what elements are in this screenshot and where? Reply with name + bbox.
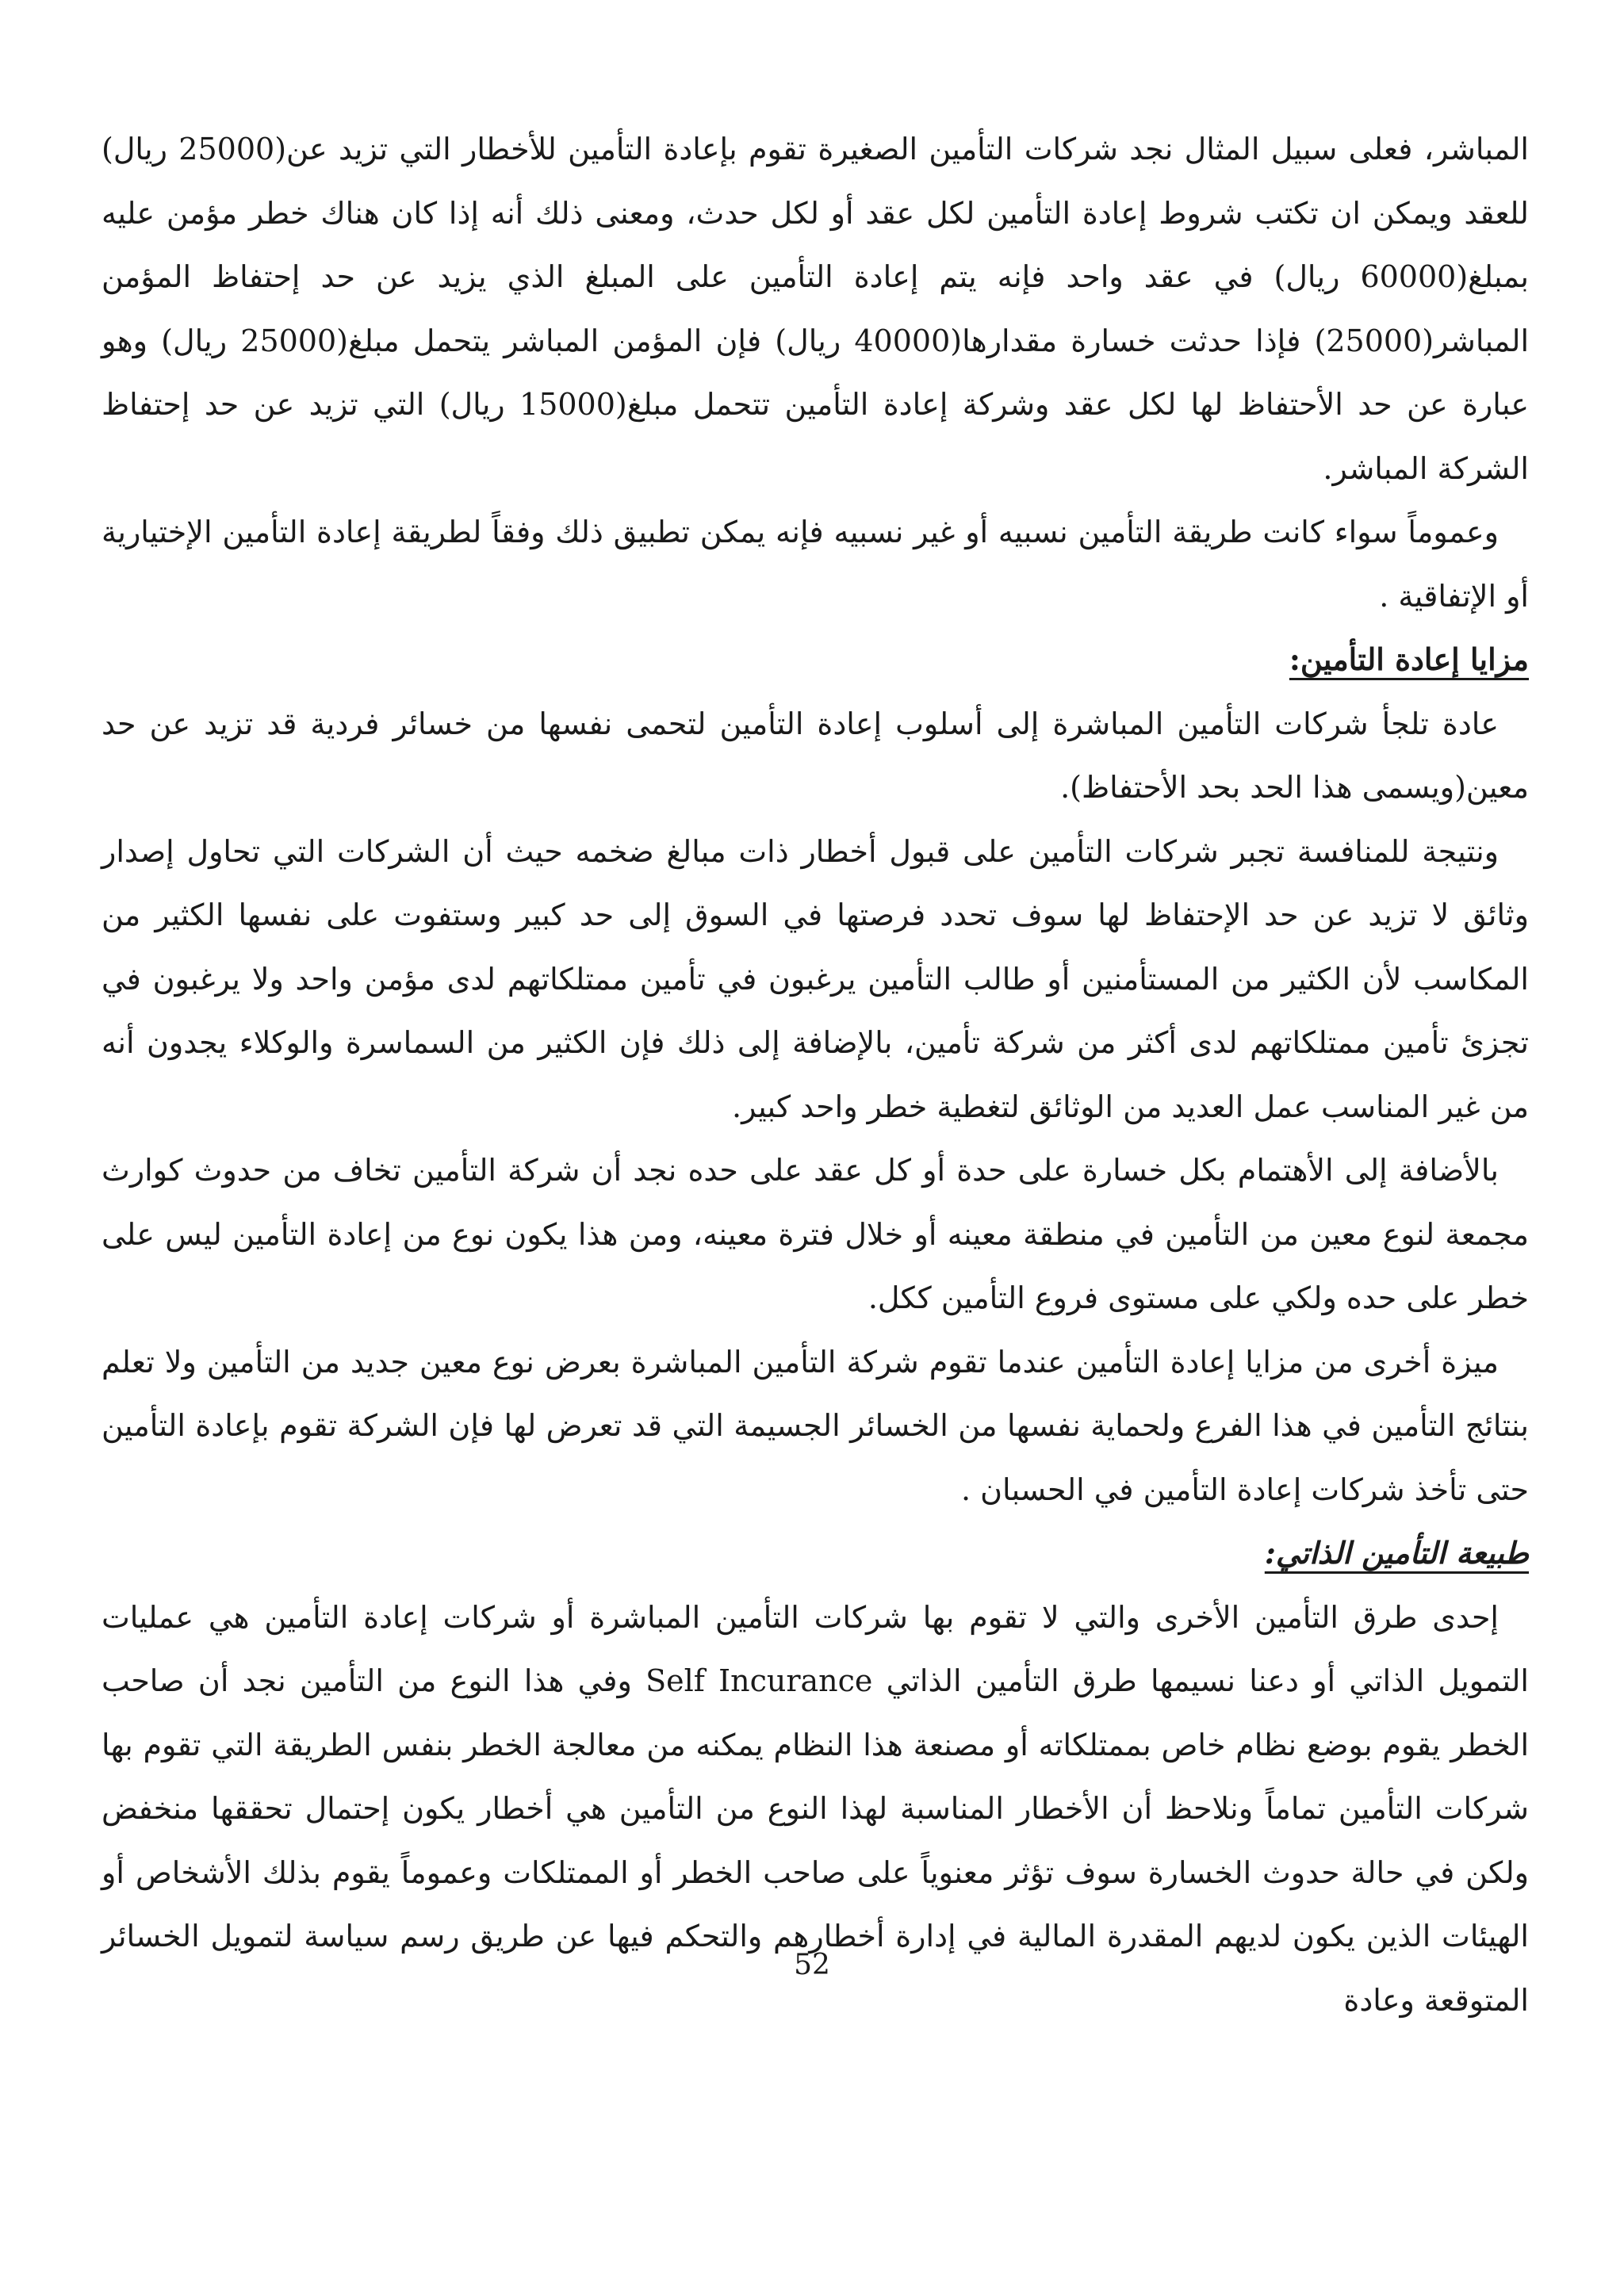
section-heading-self-insurance: طبيعة التأمين الذاتي: bbox=[1264, 1535, 1529, 1571]
section-heading-reinsurance-advantages: مزايا إعادة التأمين: bbox=[1289, 641, 1529, 677]
paragraph-retention-limit: عادة تلجأ شركات التأمين المباشرة إلى أسلوب إعادة التأمين لتحمى نفسها من خسائر فردية قد تزيد عن حد معين(ويسمى هذا الحد بحد الأحتفاظ). bbox=[102, 706, 1529, 805]
paragraph-reinsurance-example: المباشر، فعلى سبيل المثال نجد شركات التأمين الصغيرة تقوم بإعادة التأمين للأخطار التي تزيد عن(25000 ريال) للعقد ويمكن ان تكتب شروط إعادة التأمين لكل عقد أو لكل حدث، ومعنى ذلك أنه إذا كان هناك خطر مؤمن عليه بمبلغ(60000 ريال) في عقد واحد فإنه يتم إعادة التأمين على المبلغ الذي يزيد عن حد إحتفاظ المؤمن المباشر(25000) فإذا حدثت خسارة مقدارها(40000 ريال) فإن المؤمن المباشر يتحمل مبلغ(25000 ريال) وهو عبارة عن حد الأحتفاظ لها لكل عقد وشركة إعادة التأمين تتحمل مبلغ(15000 ريال) التي تزيد عن حد إحتفاظ الشركة المباشر. bbox=[102, 132, 1530, 486]
paragraph-self-insurance: إحدى طرق التأمين الأخرى والتي لا تقوم بها شركات التأمين المباشرة أو شركات إعادة التأمين هي عمليات التمويل الذاتي أو دعنا نسيمها طرق التأمين الذاتي Self Incurance وفي هذا النوع من التأمين نجد أن صاحب الخطر يقوم بوضع نظام خاص بممتلكاته أو مصنعة هذا النظام يمكنه من معالجة الخطر بنفس الطريقة التي تقوم بها شركات التأمين تماماً ونلاحظ أن الأخطار المناسبة لهذا النوع من التأمين هي أخطار يكون إحتمال تحققها منخفض ولكن في حالة حدوث الخسارة سوف تؤثر معنوياً على صاحب الخطر أو الممتلكات وعموماً يقوم بذلك الأشخاص أو الهيئات الذين يكون لديهم المقدرة المالية في إدارة أخطارهم والتحكم فيها عن طريق رسم سياسة لتمويل الخسائر المتوقعة وعادة bbox=[102, 1599, 1529, 2018]
page-number: 52 bbox=[794, 1949, 830, 1981]
paragraph-new-lines: ميزة أخرى من مزايا إعادة التأمين عندما تقوم شركة التأمين المباشرة بعرض نوع معين جديد من التأمين ولا تعلم بنتائج التأمين في هذا الفرع ولحماية نفسها من الخسائر الجسيمة التي قد تعرض لها فإن الشركة تقوم بإعادة التأمين حتى تأخذ شركات إعادة التأمين في الحسبان . bbox=[102, 1344, 1530, 1507]
paragraph-proportional-methods: وعموماً سواء كانت طريقة التأمين نسبيه أو غير نسبيه فإنه يمكن تطبيق ذلك وفقاً لطريقة إعادة التأمين الإختيارية أو الإتفاقية . bbox=[102, 515, 1529, 614]
paragraph-competition: ونتيجة للمنافسة تجبر شركات التأمين على قبول أخطار ذات مبالغ ضخمه حيث أن الشركات التي تحاول إصدار وثائق لا تزيد عن حد الإحتفاظ لها سوف تحدد فرصتها في السوق إلى حد كبير وستفوت على نفسها الكثير من المكاسب لأن الكثير من المستأمنين أو طالب التأمين يرغبون في تأمين ممتلكاتهم لدى مؤمن واحد ولا يرغبون في تجزئ تأمين ممتلكاتهم لدى أكثر من شركة تأمين، بالإضافة إلى ذلك فإن الكثير من السماسرة والوكلاء يجدون أنه من غير المناسب عمل العديد من الوثائق لتغطية خطر واحد كبير. bbox=[102, 833, 1529, 1124]
document-page bbox=[102, 117, 1529, 2032]
paragraph-catastrophes: بالأضافة إلى الأهتمام بكل خسارة على حدة أو كل عقد على حده نجد أن شركة التأمين تخاف من حدوث كوارث مجمعة لنوع معين من التأمين في منطقة معينه أو خلال فترة معينه، ومن هذا يكون نوع من إعادة التأمين ليس على خطر على حده ولكي على مستوى فروع التأمين ككل. bbox=[102, 1153, 1529, 1315]
